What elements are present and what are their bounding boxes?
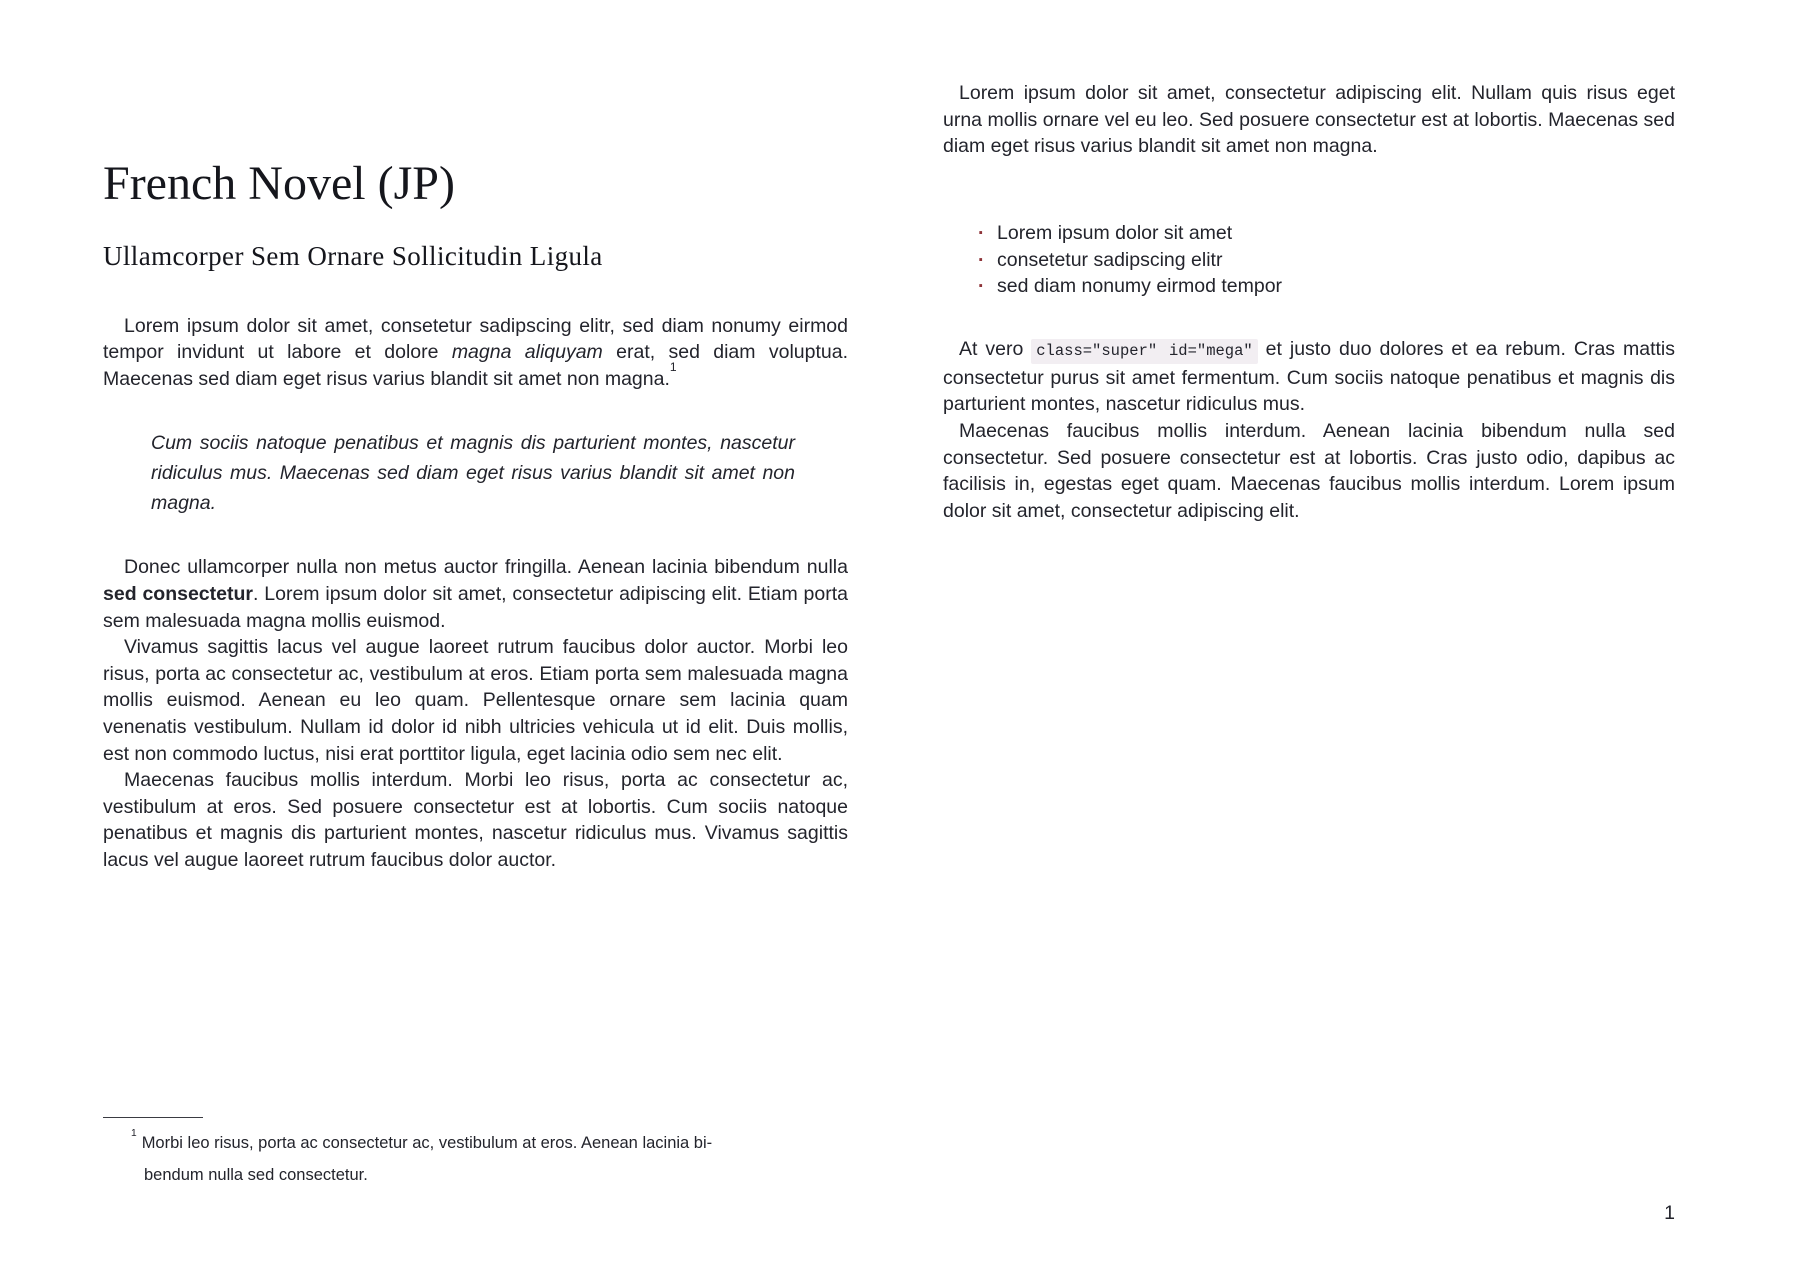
text-run: magna aliquyam [451,341,603,364]
list-item [975,220,1675,247]
text-run: sed consectetur [103,583,253,606]
footnote-marker: 1 [131,1127,137,1139]
left-column [103,0,848,1274]
document-title: French Novel (JP) [103,157,455,210]
paragraph: Maecenas faucibus mollis interdum. Morbi leo risus, porta ac consectetur ac, vestibulum at eros. Sed posuere consectetur est at lobortis. Cum sociis natoque penatibus et magnis dis parturient montes, nascetur ridiculus mus. Vivamus sagittis lacus vel augue laoreet rutrum faucibus dolor auctor. [103,769,848,871]
footnote-divider [103,1117,203,1118]
bullet-dot-icon: · [978,221,985,244]
paragraph [103,313,848,393]
paragraph [103,554,848,634]
blockquote: Cum sociis natoque penatibus et magnis dis parturient montes, nascetur ridiculus mus. Maecenas sed diam eget risus varius blandit sit amet non magna. [151,432,795,515]
bullet-dot-icon: · [978,275,985,298]
list-item-label: consetetur sadipscing elitr [997,248,1223,271]
text-run: erat, sed diam voluptua. Maecenas sed diam eget risus varius blandit sit amet non magna. [103,341,848,390]
text-run: . Lorem ipsum dolor sit amet, consectetur adipiscing elit. Etiam porta sem malesuada magna mollis euismod. [103,583,848,632]
section-subtitle: Ullamcorper Sem Ornare Sollicitudin Ligula [103,240,603,271]
list-item [975,247,1675,274]
paragraph: Lorem ipsum dolor sit amet, consectetur adipiscing elit. Nullam quis risus eget urna mollis ornare vel eu leo. Sed posuere consectetur est at lobortis. Maecenas sed diam eget risus varius blandit sit amet non magna. [943,82,1675,158]
text-run: Donec ullamcorper nulla non metus auctor fringilla. Aenean lacinia bibendum nulla [124,556,848,579]
list-item-label: Lorem ipsum dolor sit amet [997,221,1233,244]
footnote [103,1127,715,1191]
text-run: Lorem ipsum dolor sit amet, consetetur sadipscing elitr, sed diam nonumy eirmod tempor invidunt ut labore et dolore [103,314,848,364]
right-column [943,0,1675,1274]
footnote-text: Morbi leo risus, porta ac consectetur ac, vestibulum at eros. Aenean lacinia bibendum nulla sed consectetur. [141,1134,713,1184]
list-item-label: sed diam nonumy eirmod tempor [997,275,1283,298]
bullet-list [975,220,1675,300]
bullet-dot-icon: · [978,248,985,271]
text-run: At vero [959,338,1032,361]
text-run: et justo duo dolores et ea rebum. Cras mattis consectetur purus sit amet fermentum. Cum sociis natoque penatibus et magnis dis parturient montes, nascetur ridiculus mus. [943,338,1675,416]
inline-code: class="super" id="mega" [1031,339,1257,364]
paragraph: Maecenas faucibus mollis interdum. Aenean lacinia bibendum nulla sed consectetur. Sed posuere consectetur est at lobortis. Cras justo odio, dapibus ac facilisis in, egestas eget quam. Maecenas faucibus mollis interdum. Lorem ipsum dolor sit amet, consectetur adipiscing elit. [943,419,1675,522]
text-run: 1 [669,359,677,374]
page-number: 1 [1664,1202,1675,1224]
footnote-area [103,1117,743,1191]
paragraph: Vivamus sagittis lacus vel augue laoreet rutrum faucibus dolor auctor. Morbi leo risus, porta ac consectetur ac, vestibulum at eros. Etiam porta sem malesuada magna mollis euismod. Aenean eu leo quam. Pellentesque ornare sem lacinia quam venenatis vestibulum. Nullam id dolor id nibh ultricies vehicula ut id elit. Duis mollis, est non commodo luctus, nisi erat porttitor ligula, eget lacinia odio sem nec elit. [103,636,848,765]
paragraph [943,336,1675,418]
list-item [975,273,1675,300]
